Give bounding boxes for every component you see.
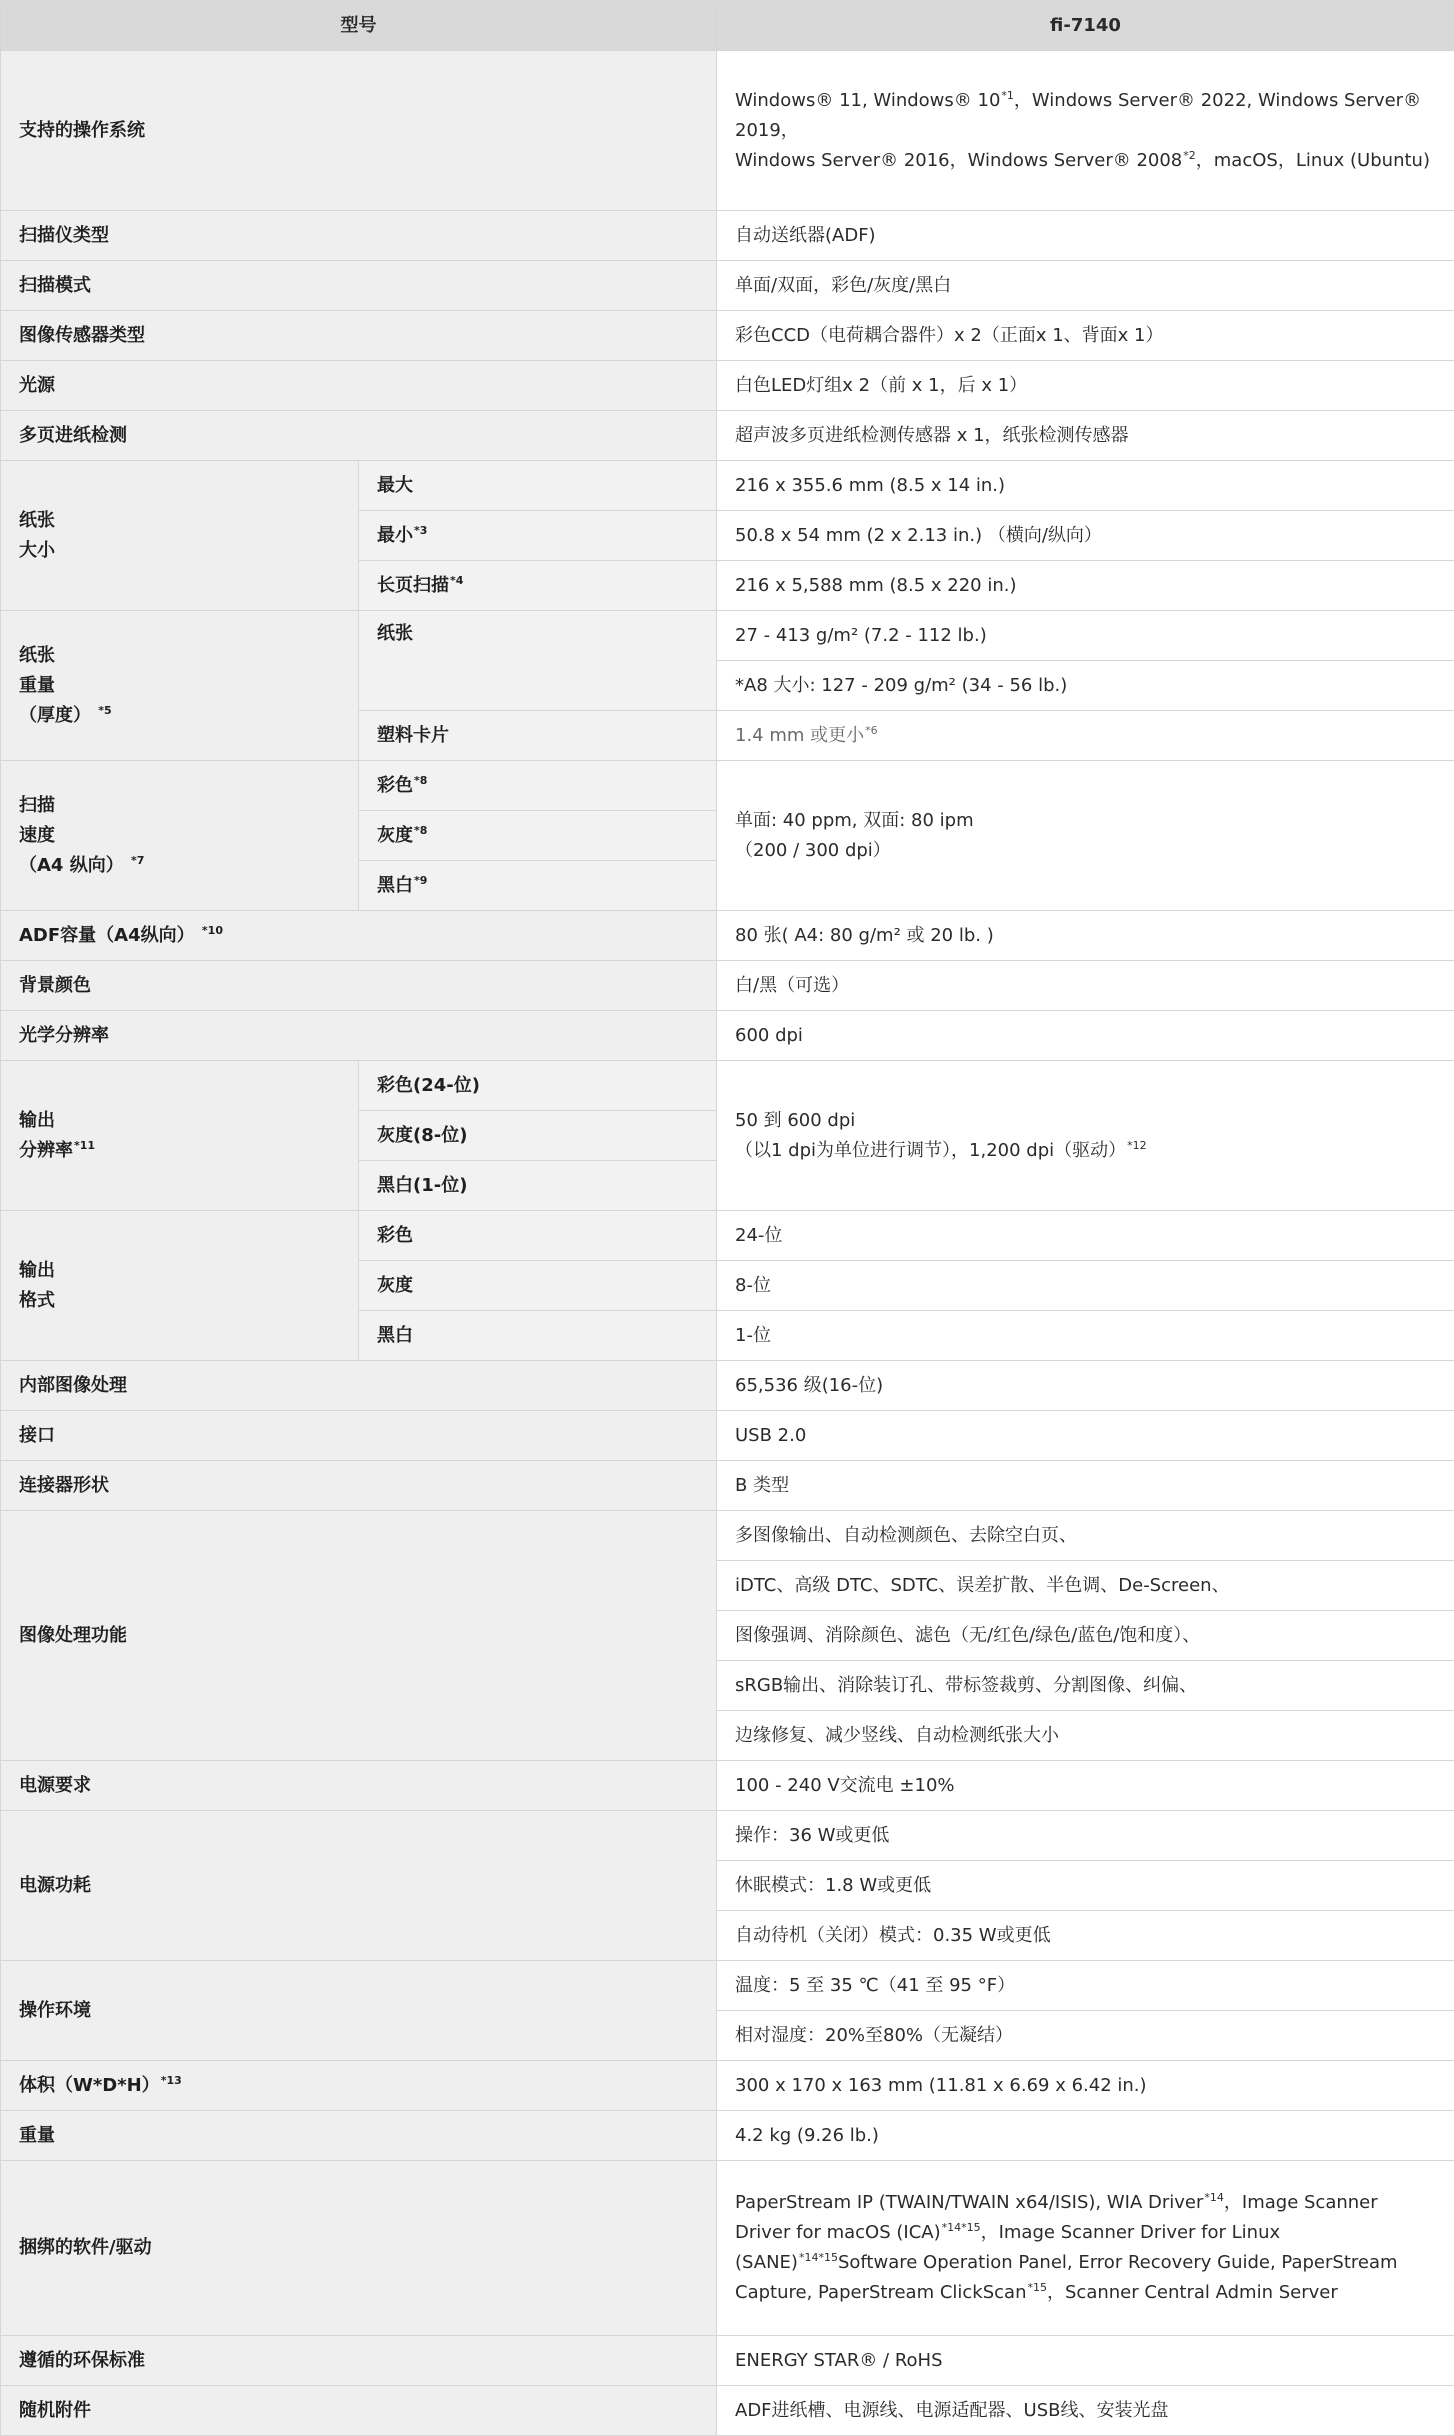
env-value-2: 相对湿度：20%至80%（无凝结） bbox=[717, 2011, 1454, 2061]
paper-size-long-value: 216 x 5,588 mm (8.5 x 220 in.) bbox=[717, 561, 1454, 611]
row-paper-size-max bbox=[1, 461, 1454, 511]
row-optical bbox=[1, 1011, 1454, 1061]
outres-value: 50 到 600 dpi （以1 dpi为单位进行调节），1,200 dpi（驱动）$^{*12}$ bbox=[717, 1061, 1454, 1211]
imgproc-label: 图像处理功能 bbox=[1, 1511, 717, 1761]
row-bg bbox=[1, 961, 1454, 1011]
row-light bbox=[1, 361, 1454, 411]
scanner-type-value: 自动送纸器(ADF) bbox=[717, 211, 1454, 261]
row-software bbox=[1, 2161, 1454, 2336]
outres-color-label: 彩色(24-位) bbox=[359, 1061, 717, 1111]
row-power-req bbox=[1, 1761, 1454, 1811]
row-power-use-1 bbox=[1, 1811, 1454, 1861]
paper-weight-card-label: 塑料卡片 bbox=[359, 711, 717, 761]
outres-bw-label: 黑白(1-位) bbox=[359, 1161, 717, 1211]
outfmt-label: 输出 格式 bbox=[1, 1211, 359, 1361]
outres-gray-label: 灰度(8-位) bbox=[359, 1111, 717, 1161]
connector-value: B 类型 bbox=[717, 1461, 1454, 1511]
internal-value: 65,536 级(16-位) bbox=[717, 1361, 1454, 1411]
scanner-type-label: 扫描仪类型 bbox=[1, 211, 717, 261]
multifeed-label: 多页进纸检测 bbox=[1, 411, 717, 461]
paper-size-max-value: 216 x 355.6 mm (8.5 x 14 in.) bbox=[717, 461, 1454, 511]
outfmt-color-label: 彩色 bbox=[359, 1211, 717, 1261]
interface-value: USB 2.0 bbox=[717, 1411, 1454, 1461]
speed-gray-label: 灰度$^{*8}$ bbox=[359, 811, 717, 861]
outfmt-gray-value: 8-位 bbox=[717, 1261, 1454, 1311]
power-use-value-1: 操作：36 W或更低 bbox=[717, 1811, 1454, 1861]
outres-label: 输出 分辨率$^{*11}$ bbox=[1, 1061, 359, 1211]
row-accessories bbox=[1, 2386, 1454, 2436]
paper-size-min-value: 50.8 x 54 mm (2 x 2.13 in.) （横向/纵向） bbox=[717, 511, 1454, 561]
eco-value: ENERGY STAR® / RoHS bbox=[717, 2336, 1454, 2386]
eco-label: 遵循的环保标准 bbox=[1, 2336, 717, 2386]
scan-mode-label: 扫描模式 bbox=[1, 261, 717, 311]
multifeed-value: 超声波多页进纸检测传感器 x 1，纸张检测传感器 bbox=[717, 411, 1454, 461]
row-imgproc-1 bbox=[1, 1511, 1454, 1561]
row-outres-color bbox=[1, 1061, 1454, 1111]
row-internal bbox=[1, 1361, 1454, 1411]
imgproc-value-3: 图像强调、消除颜色、滤色（无/红色/绿色/蓝色/饱和度）、 bbox=[717, 1611, 1454, 1661]
row-connector bbox=[1, 1461, 1454, 1511]
interface-label: 接口 bbox=[1, 1411, 717, 1461]
row-paper-weight-1 bbox=[1, 611, 1454, 661]
header-row bbox=[1, 1, 1454, 51]
row-eco bbox=[1, 2336, 1454, 2386]
internal-label: 内部图像处理 bbox=[1, 1361, 717, 1411]
sensor-label: 图像传感器类型 bbox=[1, 311, 717, 361]
imgproc-value-1: 多图像输出、自动检测颜色、去除空白页、 bbox=[717, 1511, 1454, 1561]
paper-weight-card-value: 1.4 mm 或更小$^{*6}$ bbox=[717, 711, 1454, 761]
env-label: 操作环境 bbox=[1, 1961, 717, 2061]
outfmt-bw-value: 1-位 bbox=[717, 1311, 1454, 1361]
os-value: Windows® 11, Windows® 10$^{*1}$，Windows Server® 2022, Windows Server® 2019， Windows Server® 2016，Windows Server® 2008$^{*2}$，macOS，Linux (Ubuntu) bbox=[717, 51, 1454, 211]
paper-size-label: 纸张 大小 bbox=[1, 461, 359, 611]
power-use-value-3: 自动待机（关闭）模式：0.35 W或更低 bbox=[717, 1911, 1454, 1961]
bg-label: 背景颜色 bbox=[1, 961, 717, 1011]
software-value: PaperStream IP (TWAIN/TWAIN x64/ISIS), WIA Driver$^{*14}$，Image Scanner Driver for macOS (ICA)$^{*14*15}$，Image Scanner Driver for Linux (SANE)$^{*14*15}$Software Operation Panel, Error Recovery Guide, PaperStream Capture, PaperStream ClickScan$^{*15}$，Scanner Central Admin Server bbox=[717, 2161, 1454, 2336]
speed-value: 单面: 40 ppm, 双面: 80 ipm （200 / 300 dpi） bbox=[717, 761, 1454, 911]
paper-weight-paper-label: 纸张 bbox=[359, 611, 717, 711]
paper-size-long-label: 长页扫描$^{*4}$ bbox=[359, 561, 717, 611]
power-use-value-2: 休眠模式：1.8 W或更低 bbox=[717, 1861, 1454, 1911]
light-label: 光源 bbox=[1, 361, 717, 411]
paper-weight-value-2: *A8 大小: 127 - 209 g/m² (34 - 56 lb.) bbox=[717, 661, 1454, 711]
header-model-value: fi-7140 bbox=[717, 1, 1454, 51]
power-req-value: 100 - 240 V交流电 ±10% bbox=[717, 1761, 1454, 1811]
adf-label: ADF容量（A4纵向） $^{*10}$ bbox=[1, 911, 717, 961]
paper-weight-label: 纸张 重量 （厚度） $^{*5}$ bbox=[1, 611, 359, 761]
light-value: 白色LED灯组x 2（前 x 1，后 x 1） bbox=[717, 361, 1454, 411]
accessories-value: ADF进纸槽、电源线、电源适配器、USB线、安装光盘 bbox=[717, 2386, 1454, 2436]
header-model-label: 型号 bbox=[1, 1, 717, 51]
row-outfmt-color bbox=[1, 1211, 1454, 1261]
dims-value: 300 x 170 x 163 mm (11.81 x 6.69 x 6.42 in.) bbox=[717, 2061, 1454, 2111]
os-label: 支持的操作系统 bbox=[1, 51, 717, 211]
paper-size-min-label: 最小$^{*3}$ bbox=[359, 511, 717, 561]
env-value-1: 温度：5 至 35 ℃（41 至 95 °F） bbox=[717, 1961, 1454, 2011]
row-scanner-type bbox=[1, 211, 1454, 261]
power-use-label: 电源功耗 bbox=[1, 1811, 717, 1961]
power-req-label: 电源要求 bbox=[1, 1761, 717, 1811]
row-interface bbox=[1, 1411, 1454, 1461]
imgproc-value-5: 边缘修复、减少竖线、自动检测纸张大小 bbox=[717, 1711, 1454, 1761]
scan-mode-value: 单面/双面，彩色/灰度/黑白 bbox=[717, 261, 1454, 311]
paper-weight-value-1: 27 - 413 g/m² (7.2 - 112 lb.) bbox=[717, 611, 1454, 661]
row-speed-color bbox=[1, 761, 1454, 811]
bg-value: 白/黑（可选） bbox=[717, 961, 1454, 1011]
optical-label: 光学分辨率 bbox=[1, 1011, 717, 1061]
row-dims bbox=[1, 2061, 1454, 2111]
row-scan-mode bbox=[1, 261, 1454, 311]
outfmt-bw-label: 黑白 bbox=[359, 1311, 717, 1361]
dims-label: 体积$(W*D*H)^{*13}$ bbox=[1, 2061, 717, 2111]
row-multifeed bbox=[1, 411, 1454, 461]
optical-value: 600 dpi bbox=[717, 1011, 1454, 1061]
accessories-label: 随机附件 bbox=[1, 2386, 717, 2436]
sensor-value: 彩色CCD（电荷耦合器件）x 2（正面x 1、背面x 1） bbox=[717, 311, 1454, 361]
paper-size-max-label: 最大 bbox=[359, 461, 717, 511]
row-weight bbox=[1, 2111, 1454, 2161]
imgproc-value-2: iDTC、高级 DTC、SDTC、误差扩散、半色调、De-Screen、 bbox=[717, 1561, 1454, 1611]
connector-label: 连接器形状 bbox=[1, 1461, 717, 1511]
imgproc-value-4: sRGB输出、消除装订孔、带标签裁剪、分割图像、纠偏、 bbox=[717, 1661, 1454, 1711]
row-env-1 bbox=[1, 1961, 1454, 2011]
adf-value: 80 张( A4: 80 g/m² 或 20 lb. ) bbox=[717, 911, 1454, 961]
speed-bw-label: 黑白$^{*9}$ bbox=[359, 861, 717, 911]
software-label: 捆绑的软件/驱动 bbox=[1, 2161, 717, 2336]
outfmt-gray-label: 灰度 bbox=[359, 1261, 717, 1311]
speed-color-label: 彩色$^{*8}$ bbox=[359, 761, 717, 811]
outfmt-color-value: 24-位 bbox=[717, 1211, 1454, 1261]
row-adf bbox=[1, 911, 1454, 961]
weight-value: 4.2 kg (9.26 lb.) bbox=[717, 2111, 1454, 2161]
row-sensor bbox=[1, 311, 1454, 361]
speed-label: 扫描 速度 （A4 纵向） $^{*7}$ bbox=[1, 761, 359, 911]
weight-label: 重量 bbox=[1, 2111, 717, 2161]
row-os bbox=[1, 51, 1454, 211]
